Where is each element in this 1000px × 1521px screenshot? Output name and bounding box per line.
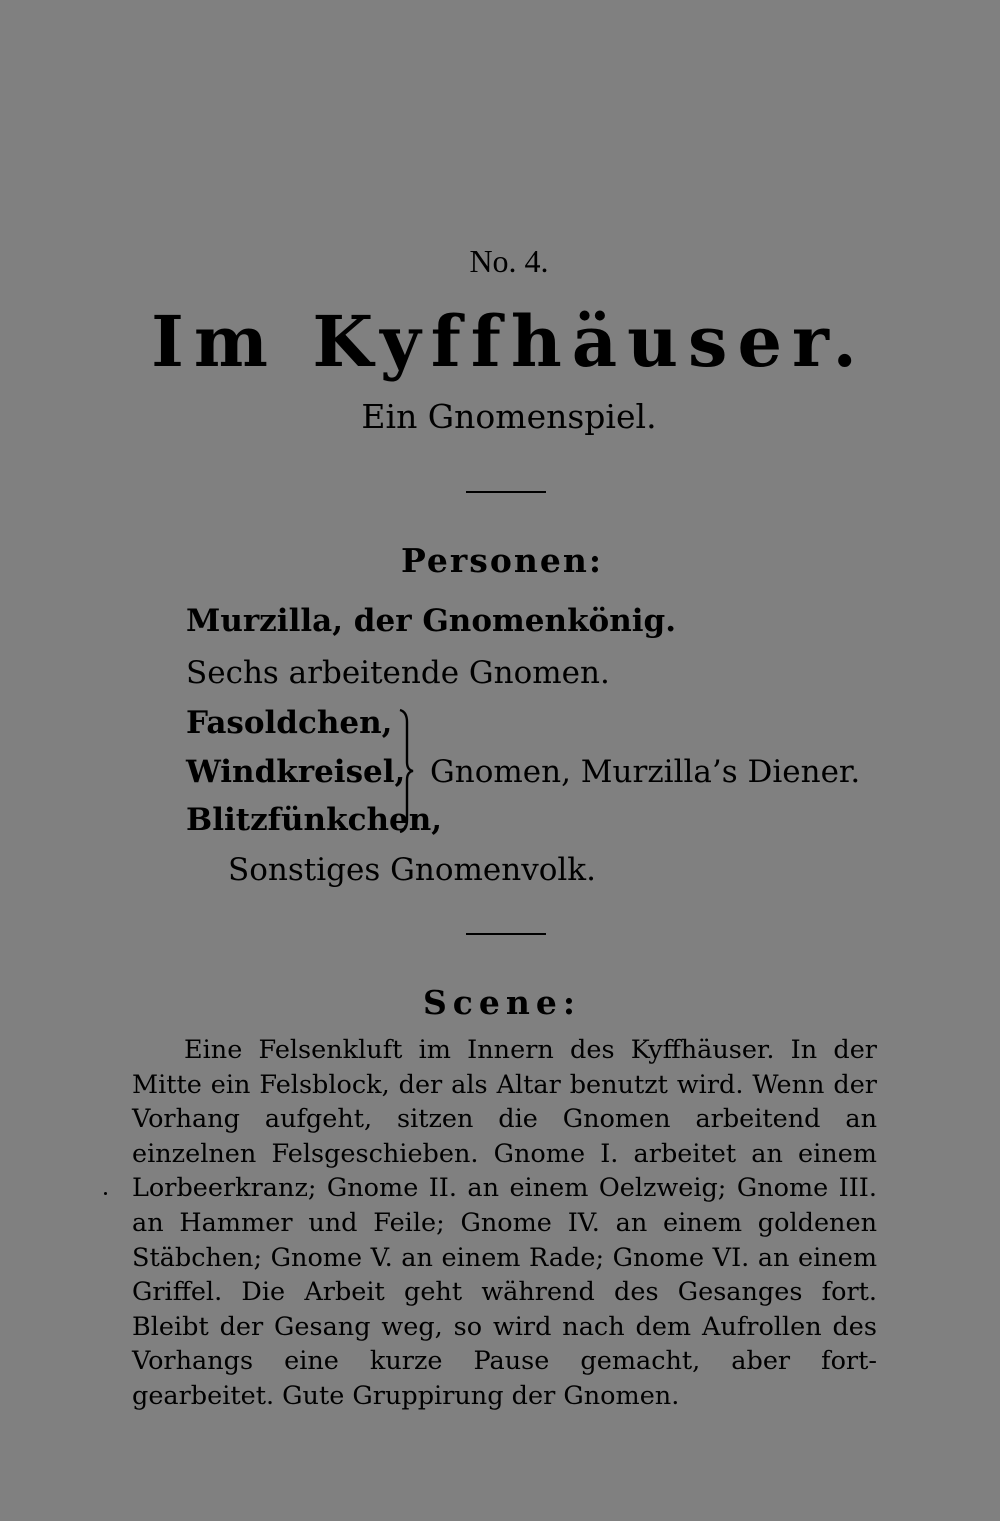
margin-speck	[104, 1192, 107, 1195]
person-sechs-gnomen: Sechs arbeitende Gnomen.	[186, 655, 610, 691]
scene-description: Eine Felsenkluft im Innern des Kyffhäuser. In der Mitte ein Felsblock, der als Altar benutzt wird. Wenn der Vorhang aufgeht, sitzen die Gnomen arbeitend an einzelnen Felsgeschieben. Gnome I. arbeitet an einem Lorbeerkranz; Gnome II. an einem Oelzweig; Gnome III. an Hammer und Feile; Gnome IV. an einem goldenen Stäbchen; Gnome V. an einem Rade; Gnome VI. an einem Griffel. Die Arbeit geht während des Gesanges fort. Bleibt der Gesang weg, so wird nach dem Aufrollen des Vorhangs eine kurze Pause gemacht, aber fort- gearbeitet. Gute Gruppirung der Gnomen.	[132, 1035, 877, 1411]
scene-heading: Scene:	[422, 983, 582, 1022]
page-subtitle: Ein Gnomenspiel.	[361, 397, 657, 436]
grouping-brace	[396, 708, 416, 834]
person-fasoldchen: Fasoldchen,	[186, 705, 393, 741]
person-blitzfuenkchen: Blitzfünkchen,	[186, 802, 443, 838]
person-windkreisel: Windkreisel,	[186, 754, 406, 790]
divider-rule	[466, 491, 546, 493]
page-title: Im Kyffhäuser.	[151, 300, 867, 383]
piece-number: No. 4.	[469, 243, 549, 279]
divider-rule	[466, 933, 546, 935]
servants-label: Gnomen, Murzilla’s Diener.	[430, 754, 861, 790]
personen-heading: Personen:	[400, 541, 604, 580]
person-murzilla: Murzilla, der Gnomenkönig.	[186, 603, 677, 639]
person-gnomenvolk: Sonstiges Gnomenvolk.	[228, 852, 596, 888]
